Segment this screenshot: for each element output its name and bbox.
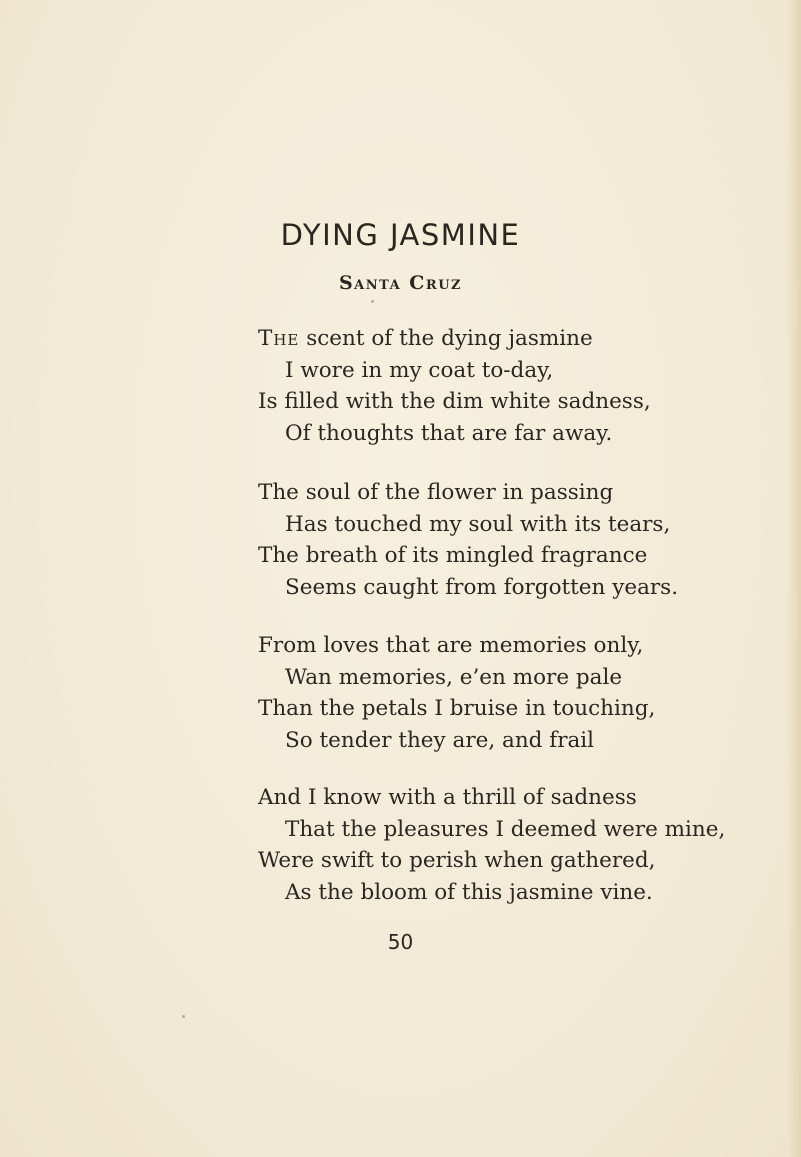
poem-line: Of thoughts that are far away. bbox=[285, 420, 613, 446]
poem-line: Were swift to perish when gathered, bbox=[258, 848, 656, 873]
poem-line-text: scent of the dying jasmine bbox=[299, 326, 593, 351]
poem-line: As the bloom of this jasmine vine. bbox=[285, 879, 653, 905]
paper-speck bbox=[371, 300, 374, 303]
poem-line: Seems caught from forgotten years. bbox=[285, 574, 679, 600]
page-number: 50 bbox=[387, 930, 414, 954]
poem-line: The soul of the flower in passing bbox=[258, 480, 614, 505]
poem-line: Wan memories, e’en more pale bbox=[285, 664, 623, 690]
poem-line: And I know with a thrill of sadness bbox=[258, 785, 637, 810]
poem-line: So tender they are, and frail bbox=[285, 727, 595, 753]
poem-line bbox=[258, 323, 798, 355]
poem-subtitle: Santa Cruz bbox=[338, 272, 463, 294]
poem-line: Than the petals I bruise in touching, bbox=[258, 696, 656, 721]
stanza-1 bbox=[258, 323, 798, 449]
poem-line: From loves that are memories only, bbox=[258, 633, 644, 658]
poem-line: The breath of its mingled fragrance bbox=[258, 543, 648, 568]
first-word: The bbox=[258, 326, 300, 351]
poem-line: That the pleasures I deemed were mine, bbox=[285, 816, 726, 842]
stanza-4 bbox=[258, 782, 798, 908]
poem-line: I wore in my coat to-day, bbox=[285, 357, 554, 383]
poem-line: Is filled with the dim white sadness, bbox=[258, 389, 651, 414]
paper-speck bbox=[182, 1015, 185, 1018]
stanza-2 bbox=[258, 477, 798, 603]
stanza-3 bbox=[258, 630, 798, 756]
poem-title: DYING JASMINE bbox=[280, 218, 521, 252]
poem-line: Has touched my soul with its tears, bbox=[285, 511, 671, 537]
